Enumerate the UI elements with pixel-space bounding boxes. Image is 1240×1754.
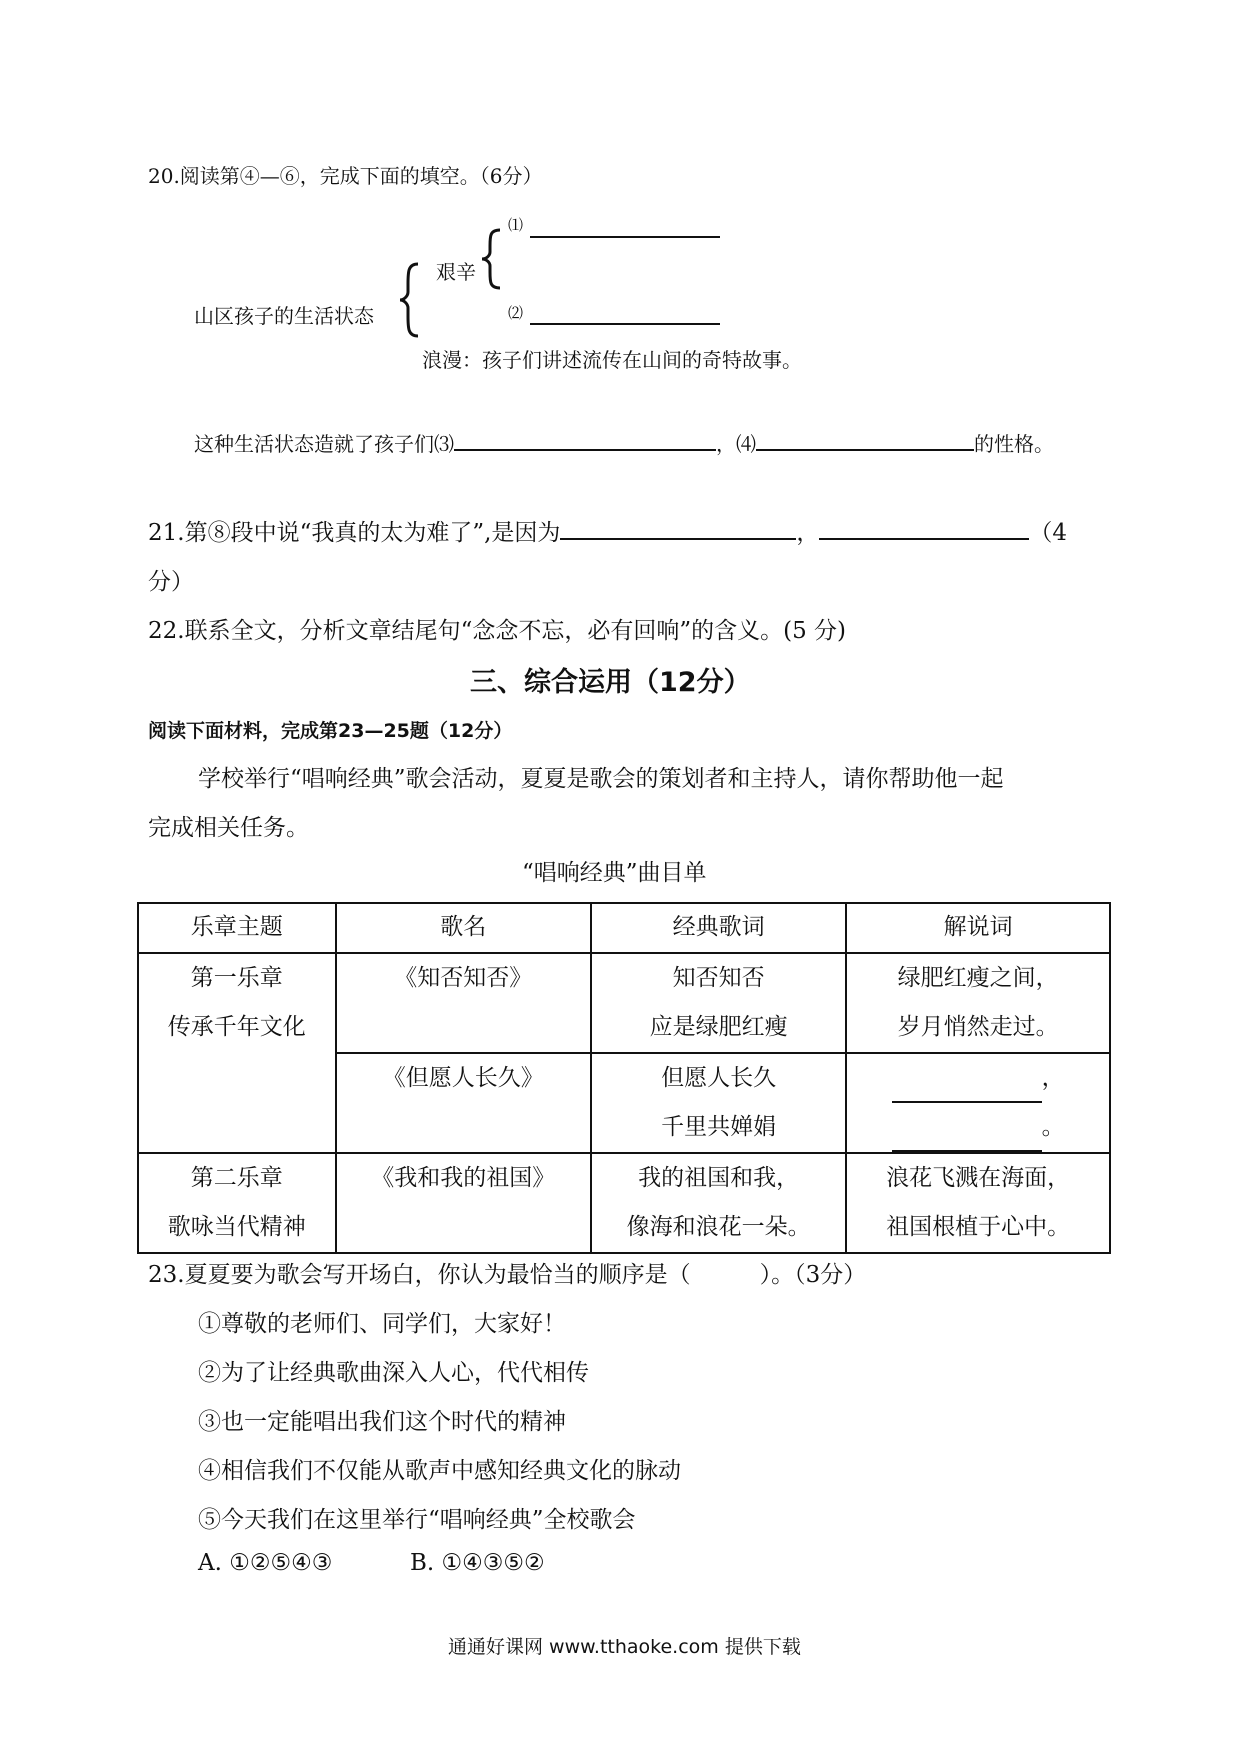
lyrics-line: 我的祖国和我， (638, 1165, 800, 1191)
commentary-line: 浪花飞溅在海面， (886, 1165, 1071, 1191)
commentary-blank-2[interactable] (892, 1120, 1042, 1152)
commentary-cell (846, 1053, 1110, 1153)
q20-stem: 20.阅读第④—⑥，完成下面的填空。（6分） (148, 164, 543, 188)
q21-blank-1[interactable] (560, 537, 796, 540)
q21-blank-2[interactable] (819, 537, 1029, 540)
q21-line (148, 514, 1067, 547)
song-name-cell: 《我和我的祖国》 (336, 1153, 591, 1253)
commentary-punct: ， (1041, 1065, 1065, 1091)
song-name-cell: 《但愿人长久》 (336, 1053, 591, 1153)
reading-para-line2: 完成相关任务。 (148, 815, 309, 841)
lyrics-line: 知否知否 (672, 965, 765, 991)
q23-option-a[interactable]: A. ①②⑤④③ (198, 1550, 333, 1576)
q21-text-c: 分） (148, 569, 194, 595)
lyrics-line: 但愿人长久 (661, 1065, 777, 1091)
commentary-cell (846, 953, 1110, 1053)
q23-stem: 23.夏夏要为歌会写开场白，你认为最恰当的顺序是（ ）。（3分） (148, 1262, 867, 1288)
reading-para-line1: 学校举行“唱响经典”歌会活动，夏夏是歌会的策划者和主持人，请你帮助他一起 (198, 766, 1004, 792)
q20-branch-hard: 艰辛 (436, 260, 476, 284)
small-brace-icon (480, 228, 502, 290)
commentary-punct: 。 (1041, 1114, 1065, 1140)
table-header-cell: 乐章主题 (138, 903, 336, 953)
song-name-cell: 《知否知否》 (336, 953, 591, 1053)
theme-line: 第二乐章 (190, 1165, 283, 1191)
q20-blank-4[interactable] (756, 448, 974, 451)
large-brace-icon (398, 262, 420, 338)
q21-text-a: 21.第⑧段中说“我真的太为难了”,是因为 (148, 520, 561, 546)
table-row (138, 953, 1110, 1053)
q20-line (194, 428, 1054, 457)
commentary-line: 祖国根植于心中。 (886, 1214, 1071, 1240)
q23-item: ④相信我们不仅能从歌声中感知经典文化的脉动 (198, 1458, 681, 1484)
q23-option-b[interactable]: B. ①④③⑤② (410, 1550, 545, 1576)
commentary-blank-line (847, 1103, 1109, 1152)
q20-root: 山区孩子的生活状态 (194, 304, 374, 328)
q22-text: 22.联系全文，分析文章结尾句“念念不忘，必有回响”的含义。(5 分) (148, 618, 846, 644)
q20-sub1: ⑴ (508, 216, 524, 234)
table-header-cell: 歌名 (336, 903, 591, 953)
table-header-cell: 经典歌词 (591, 903, 846, 953)
q20-line-mid: ，⑷ (716, 432, 756, 456)
table-header-row (138, 903, 1110, 953)
q21-text-b: （4 (1029, 520, 1068, 546)
commentary-blank-1[interactable] (892, 1071, 1042, 1103)
table-header-cell: 解说词 (846, 903, 1110, 953)
reading-title: 阅读下面材料，完成第23—25题（12分） (148, 720, 513, 742)
theme-line: 第一乐章 (190, 965, 283, 991)
lyrics-cell (591, 953, 846, 1053)
table-row (138, 1153, 1110, 1253)
theme-cell (138, 953, 336, 1153)
q20-line-post: 的性格。 (974, 432, 1054, 456)
theme-cell (138, 1153, 336, 1253)
q23-item: ⑤今天我们在这里举行“唱响经典”全校歌会 (198, 1507, 636, 1533)
q20-blank-1[interactable] (530, 236, 720, 238)
q23-item: ③也一定能唱出我们这个时代的精神 (198, 1409, 566, 1435)
commentary-blank-line (847, 1054, 1109, 1103)
q20-blank-3[interactable] (454, 448, 716, 451)
table-caption: “唱响经典”曲目单 (522, 860, 707, 886)
commentary-line: 绿肥红瘦之间， (897, 965, 1059, 991)
lyrics-cell (591, 1053, 846, 1153)
theme-line: 传承千年文化 (167, 1014, 306, 1040)
lyrics-line: 像海和浪花一朵。 (626, 1214, 811, 1240)
q21-comma: ， (796, 520, 820, 546)
q23-item: ②为了让经典歌曲深入人心，代代相传 (198, 1360, 589, 1386)
commentary-cell (846, 1153, 1110, 1253)
q20-blank-2[interactable] (530, 323, 720, 325)
q20-line-pre: 这种生活状态造就了孩子们⑶ (194, 432, 454, 456)
theme-line: 歌咏当代精神 (167, 1214, 306, 1240)
q20-branch-romantic: 浪漫：孩子们讲述流传在山间的奇特故事。 (422, 348, 802, 372)
lyrics-line: 应是绿肥红瘦 (649, 1014, 788, 1040)
q23-item: ①尊敬的老师们、同学们，大家好！ (198, 1311, 566, 1337)
section-title: 三、综合运用（12分） (470, 667, 751, 698)
footer-text: 通通好课网 www.tthaoke.com 提供下载 (448, 1636, 801, 1658)
lyrics-cell (591, 1153, 846, 1253)
song-table (137, 902, 1111, 1254)
lyrics-line: 千里共婵娟 (661, 1114, 777, 1140)
q20-sub2: ⑵ (508, 304, 524, 322)
commentary-line: 岁月悄然走过。 (897, 1014, 1059, 1040)
